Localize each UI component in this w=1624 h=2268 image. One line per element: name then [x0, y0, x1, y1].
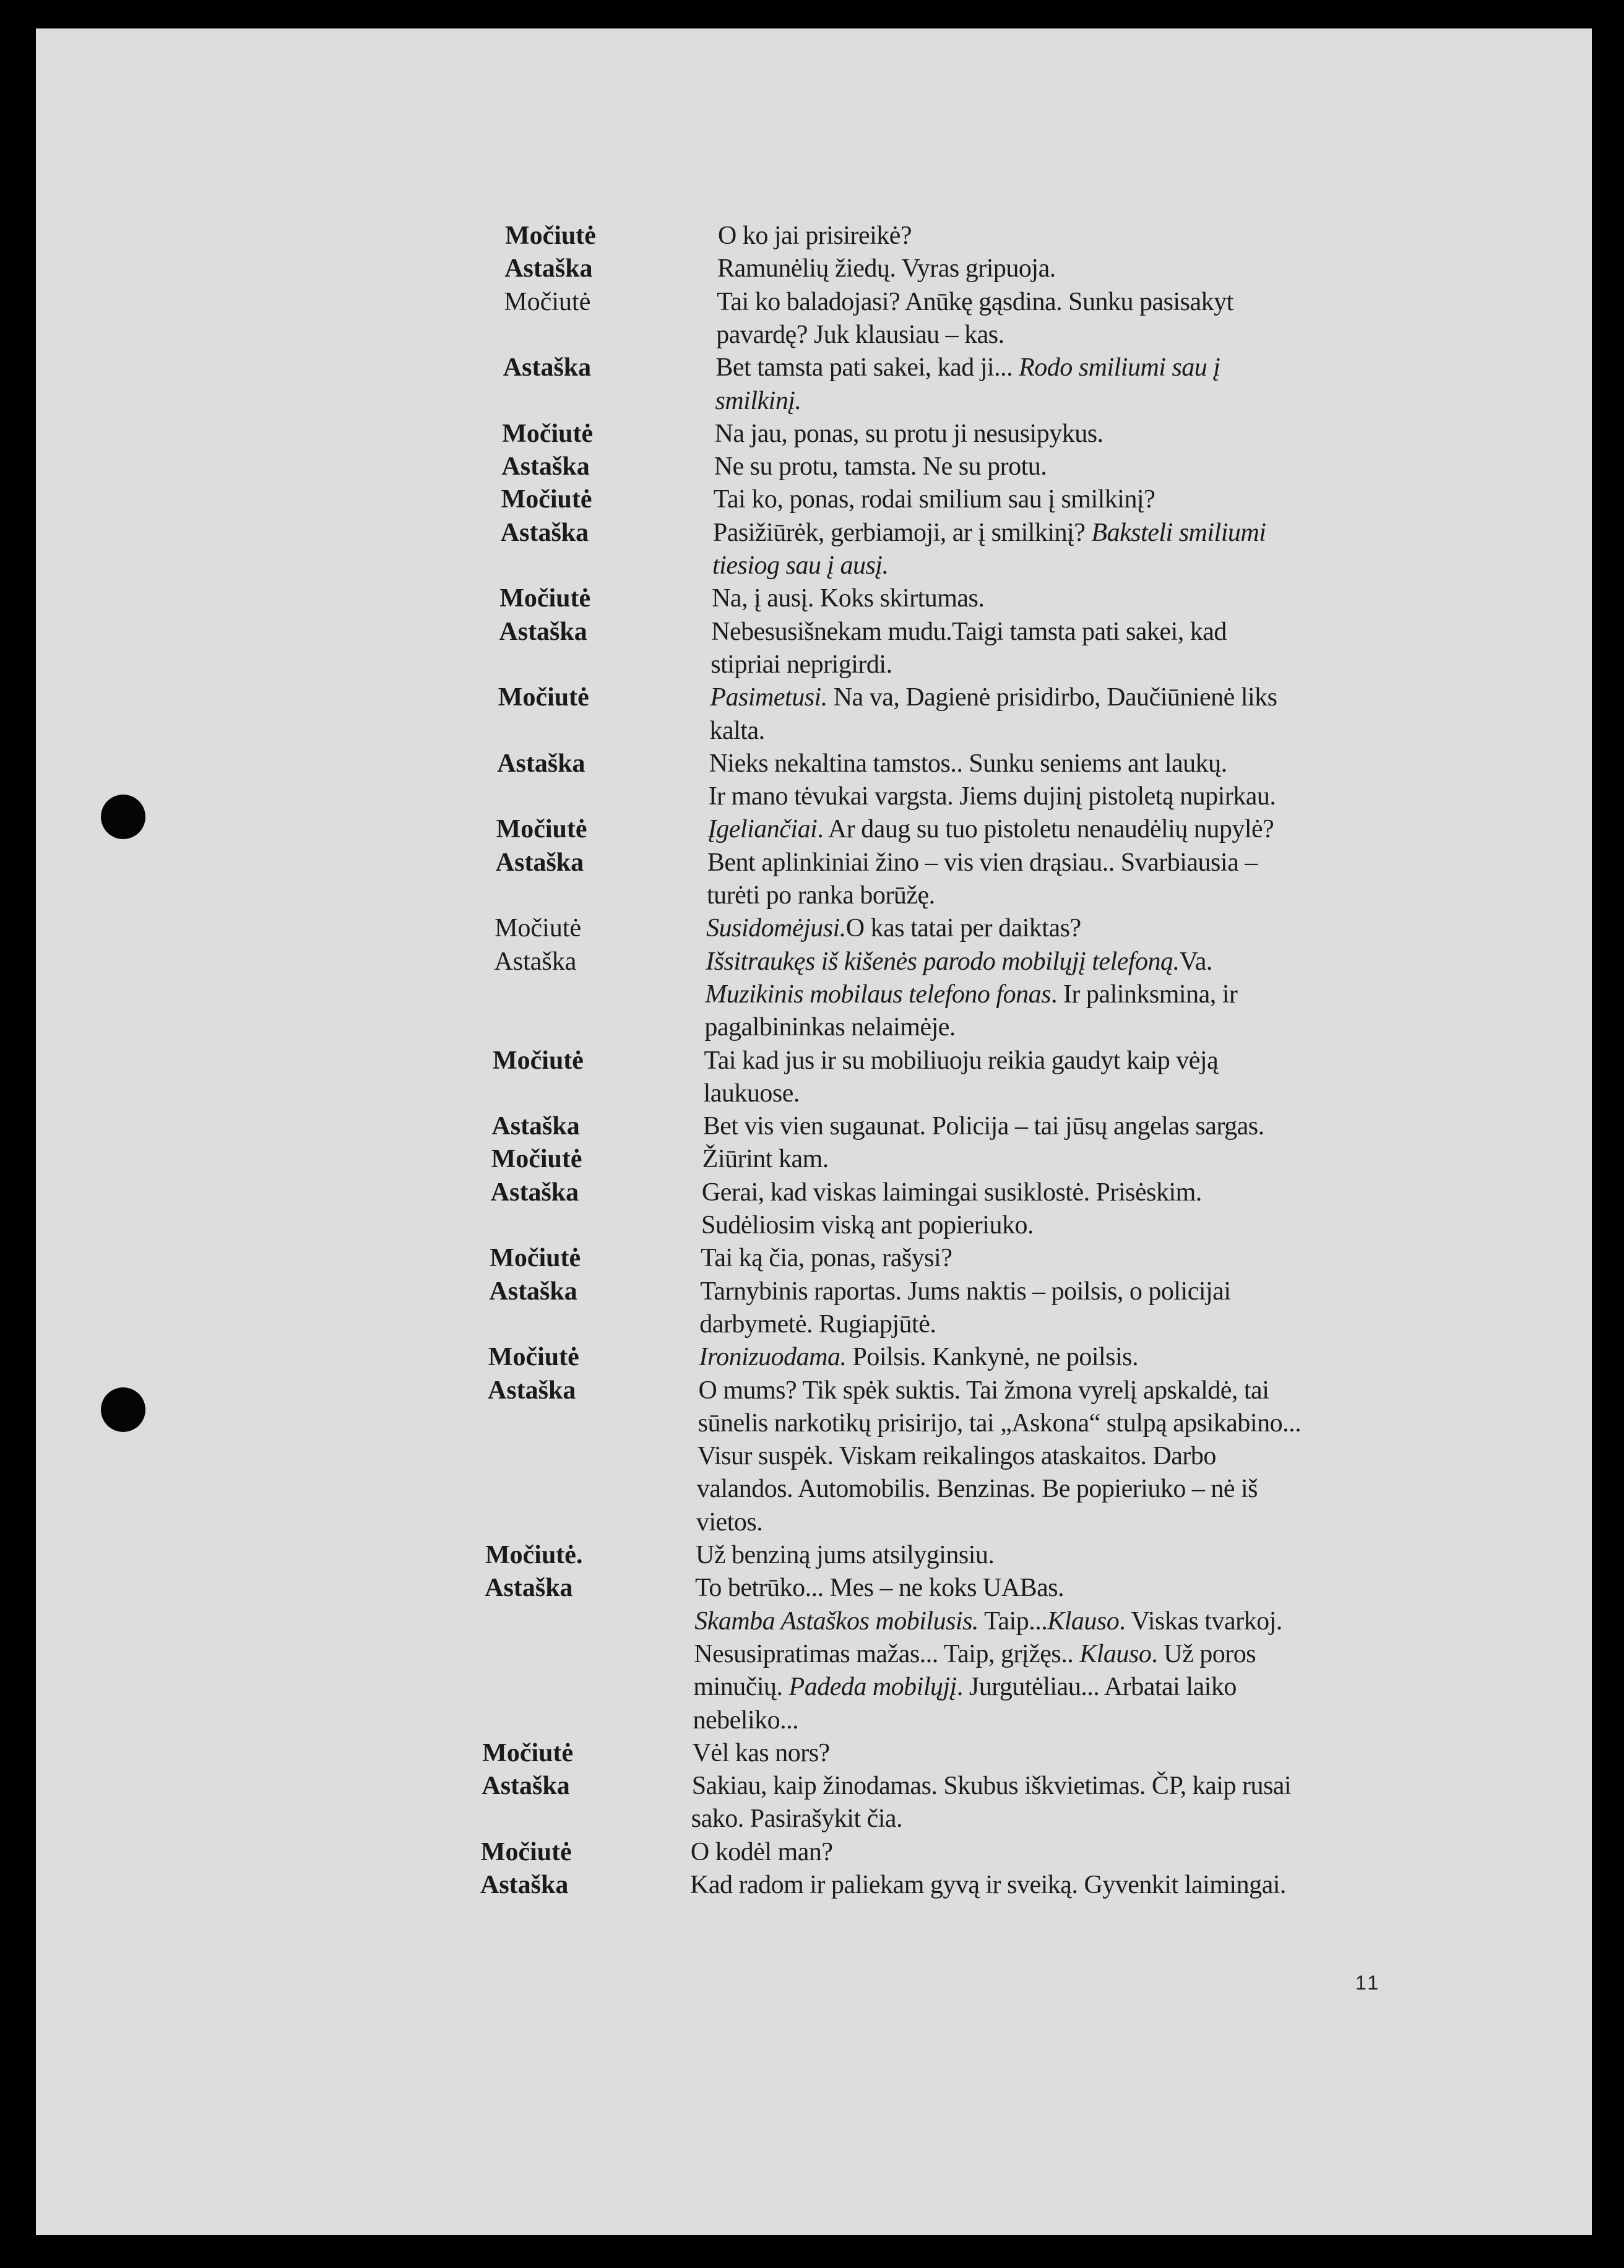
dialogue-text: kalta. [709, 716, 765, 745]
dialogue-line [708, 813, 1274, 846]
speaker-name: Močiutė [496, 815, 587, 844]
speaker-name: Astaška [490, 1178, 579, 1207]
dialogue-line [700, 1275, 1230, 1308]
speaker-name: Astaška [488, 1376, 576, 1405]
speaker-name: Močiutė [491, 1145, 582, 1174]
speaker-name: Močiutė [482, 1738, 574, 1767]
dialogue-line [694, 1605, 1282, 1638]
dialogue-line [701, 1241, 952, 1275]
dialogue-text: Nebesusišnekam mudu.Taigi tamsta pati sakei, kad [711, 617, 1227, 646]
dialogue-text: O ko jai prisireikė? [718, 222, 912, 250]
stage-direction: Pasimetusi. [710, 683, 827, 712]
speaker-name: Močiutė [502, 419, 594, 448]
dialogue-text: Nieks nekaltina tamstos.. Sunku seniems ant laukų. [709, 749, 1227, 778]
dialogue-text: Tai kad jus ir su mobiliuoju reikia gaudyt kaip vėją [704, 1046, 1219, 1075]
punch-hole [101, 795, 145, 839]
dialogue-text: Sudėliosim viską ant popieriuko. [701, 1211, 1034, 1240]
dialogue-line [710, 681, 1277, 714]
dialogue-line [706, 945, 1212, 978]
dialogue-line [715, 417, 1104, 451]
dialogue-text: Na va, Dagienė prisidirbo, Daučiūnienė liks [827, 683, 1277, 712]
dialogue-text: pagalbininkas nelaimėje. [704, 1013, 956, 1042]
speaker-name: Astaška [501, 452, 590, 481]
dialogue-text: O kodėl man? [690, 1837, 833, 1866]
dialogue-text: sako. Pasirašykit čia. [691, 1804, 903, 1834]
speaker-name: Močiutė [498, 683, 589, 712]
dialogue-line [705, 978, 1237, 1011]
dialogue-text: darbymetė. Rugiapjūtė. [699, 1309, 936, 1339]
dialogue-line [691, 1802, 902, 1835]
stage-direction: smilkinį. [715, 386, 801, 415]
dialogue-text: Tarnybinis raportas. Jums naktis – poilsis, o policijai [700, 1277, 1231, 1306]
dialogue-line [717, 285, 1233, 319]
dialogue-text: Ne su protu, tamsta. Ne su protu. [714, 452, 1047, 481]
dialogue-text: stipriai neprigirdi. [710, 650, 892, 679]
dialogue-text: Ir mano tėvukai vargsta. Jiems dujinį pistoletą nupirkau. [708, 782, 1276, 811]
dialogue-text: O mums? Tik spėk suktis. Tai žmona vyrelį apskaldė, tai [698, 1376, 1269, 1405]
dialogue-text: pavardę? Juk klausiau – kas. [716, 320, 1004, 349]
dialogue-line [698, 1407, 1302, 1440]
dialogue-line [710, 714, 765, 748]
dialogue-line [699, 1374, 1269, 1407]
dialogue-text: Nesusipratimas mažas... Taip, grįžęs.. [694, 1639, 1080, 1668]
dialogue-text: . Viskas tvarkoj. [1119, 1606, 1282, 1636]
stage-direction: Skamba Astaškos mobilusis. [694, 1606, 978, 1636]
speaker-name: Močiutė [501, 485, 592, 514]
dialogue-text: Gerai, kad viskas laimingai susiklostė. Prisėskim. [701, 1178, 1202, 1207]
dialogue-text: turėti po ranka borūžę. [707, 881, 935, 910]
speaker-name: Astaška [497, 749, 585, 778]
speaker-name: Močiutė [499, 584, 591, 613]
stage-direction: Susidomėjusi. [706, 914, 846, 943]
speaker-name: Astaška [503, 353, 592, 382]
dialogue-line [701, 1209, 1034, 1242]
dialogue-text: sūnelis narkotikų prisirijo, tai „Askona“ stulpą apsikabino... [698, 1408, 1302, 1438]
stage-direction: Klauso [1047, 1606, 1120, 1636]
dialogue-line [696, 1538, 994, 1572]
dialogue-text: Žiūrint kam. [702, 1145, 829, 1174]
dialogue-text: Na jau, ponas, su protu ji nesusipykus. [714, 419, 1104, 448]
speaker-name: Astaška [491, 1112, 580, 1141]
dialogue-text: Vėl kas nors? [692, 1738, 830, 1767]
speaker-name: Astaška [500, 518, 589, 547]
speaker-name: Astaška [499, 617, 587, 646]
dialogue-text: Poilsis. Kankynė, ne poilsis. [846, 1343, 1139, 1372]
dialogue-text: To betrūko... Mes – ne koks UABas. [695, 1574, 1065, 1603]
speaker-name: Astaška [504, 254, 593, 283]
stage-direction: Padeda mobilųjį [788, 1673, 957, 1702]
dialogue-line [713, 516, 1266, 550]
dialogue-line [702, 1176, 1202, 1209]
stage-direction: Išsitraukęs iš kišenės parodo mobilųjį telefoną. [706, 947, 1180, 976]
dialogue-line [706, 912, 1081, 945]
dialogue-line [711, 615, 1227, 649]
dialogue-text: Na, į ausį. Koks skirtumas. [712, 584, 985, 613]
dialogue-text: Kad radom ir paliekam gyvą ir sveiką. Gyvenkit laimingai. [690, 1871, 1286, 1899]
speaker-name: Močiutė [488, 1343, 579, 1372]
dialogue-text: . Jurgutėliau... Arbatai laiko [956, 1673, 1237, 1702]
dialogue-line [710, 648, 892, 681]
dialogue-text: Tai ką čia, ponas, rašysi? [701, 1244, 952, 1273]
speaker-name: Močiutė [493, 1046, 584, 1075]
dialogue-text: Tai ko, ponas, rodai smilium sau į smilkinį? [713, 485, 1155, 514]
stage-direction: Muzikinis mobilaus telefono fonas [705, 980, 1051, 1009]
page-number: 11 [1355, 1972, 1381, 1994]
stage-direction: Rodo smiliumi sau į [1019, 353, 1220, 382]
dialogue-line [693, 1704, 799, 1737]
stage-direction: tiesiog sau į ausį. [712, 551, 889, 580]
dialogue-line [694, 1637, 1256, 1671]
dialogue-line [715, 351, 1220, 384]
dialogue-line [715, 384, 801, 418]
dialogue-line [707, 879, 935, 912]
dialogue-line [704, 1044, 1219, 1077]
dialogue-line [695, 1571, 1064, 1605]
dialogue-text: Visur suspėk. Viskam reikalingos ataskaitos. Darbo [697, 1442, 1216, 1471]
dialogue-line [704, 1011, 956, 1044]
speaker-name: Močiutė [505, 222, 596, 250]
speaker-name: Močiutė [495, 914, 582, 943]
dialogue-text: Taip... [978, 1606, 1048, 1636]
dialogue-line [709, 747, 1227, 780]
stage-direction: Įgeliančiai [707, 815, 818, 844]
dialogue-line [702, 1142, 829, 1176]
dialogue-line [712, 582, 984, 615]
dialogue-line [707, 846, 1258, 879]
dialogue-line [704, 1077, 800, 1110]
speaker-name: Astaška [495, 848, 584, 877]
dialogue-line [714, 450, 1047, 483]
dialogue-line [690, 1868, 1286, 1902]
dialogue-text: Bet vis vien sugaunat. Policija – tai jūsų angelas sargas. [702, 1112, 1264, 1141]
speaker-name: Močiutė. [485, 1541, 583, 1569]
speaker-name: Astaška [482, 1772, 570, 1801]
dialogue-text: . Ar daug su tuo pistoletu nenaudėlių nupylė? [817, 815, 1274, 844]
dialogue-line [697, 1472, 1258, 1506]
dialogue-line [716, 318, 1004, 351]
dialogue-line [709, 780, 1276, 813]
dialogue-text: Bet tamsta pati sakei, kad ji... [715, 353, 1019, 382]
dialogue-text: valandos. Automobilis. Benzinas. Be popieriuko – nė iš [696, 1475, 1258, 1504]
dialogue-line [698, 1439, 1216, 1473]
dialogue-line [699, 1340, 1138, 1374]
dialogue-line [718, 219, 912, 252]
speaker-name: Astaška [480, 1871, 569, 1899]
dialogue-text: . Ir palinksmina, ir [1050, 980, 1238, 1009]
punch-hole [101, 1387, 145, 1432]
dialogue-line [712, 549, 889, 582]
dialogue-text: Pasižiūrėk, gerbiamoji, ar į smilkinį? [712, 518, 1092, 547]
dialogue-text: vietos. [696, 1507, 763, 1537]
dialogue-text: Va. [1179, 947, 1212, 976]
dialogue-text: Už benziną jums atsilyginsiu. [696, 1541, 995, 1569]
speaker-name: Astaška [489, 1277, 577, 1306]
dialogue-line [703, 1110, 1264, 1143]
dialogue-text: nebeliko... [693, 1705, 799, 1735]
dialogue-text: minučių. [693, 1673, 789, 1702]
dialogue-line [696, 1506, 762, 1539]
dialogue-text: Sakiau, kaip žinodamas. Skubus iškvietimas. ČP, kaip rusai [691, 1772, 1292, 1801]
dialogue-text: O kas tatai per daiktas? [845, 914, 1081, 943]
dialogue-line [693, 1736, 830, 1770]
dialogue-text: Tai ko baladojasi? Anūkę gąsdina. Sunku pasisakyt [717, 287, 1233, 316]
speaker-name: Astaška [494, 947, 577, 976]
dialogue-text: laukuose. [703, 1079, 800, 1108]
speaker-name: Močiutė [490, 1244, 581, 1273]
dialogue-text: Bent aplinkiniai žino – vis vien drąsiau.. Svarbiausia – [707, 848, 1258, 877]
speaker-name: Močiutė [480, 1837, 572, 1866]
dialogue-line [717, 252, 1056, 285]
dialogue-line [693, 1670, 1236, 1704]
stage-direction: Ironizuodama. [699, 1343, 847, 1372]
dialogue-text: . Už poros [1151, 1639, 1256, 1668]
dialogue-line [714, 483, 1155, 516]
stage-direction: Baksteli smiliumi [1091, 518, 1266, 547]
dialogue-line [692, 1769, 1291, 1803]
speaker-name: Močiutė [504, 287, 591, 316]
dialogue-line [699, 1308, 936, 1341]
dialogue-line [691, 1835, 833, 1869]
dialogue-text: Ramunėlių žiedų. Vyras gripuoja. [717, 254, 1056, 283]
speaker-name: Astaška [485, 1574, 573, 1603]
stage-direction: Klauso [1079, 1639, 1152, 1668]
